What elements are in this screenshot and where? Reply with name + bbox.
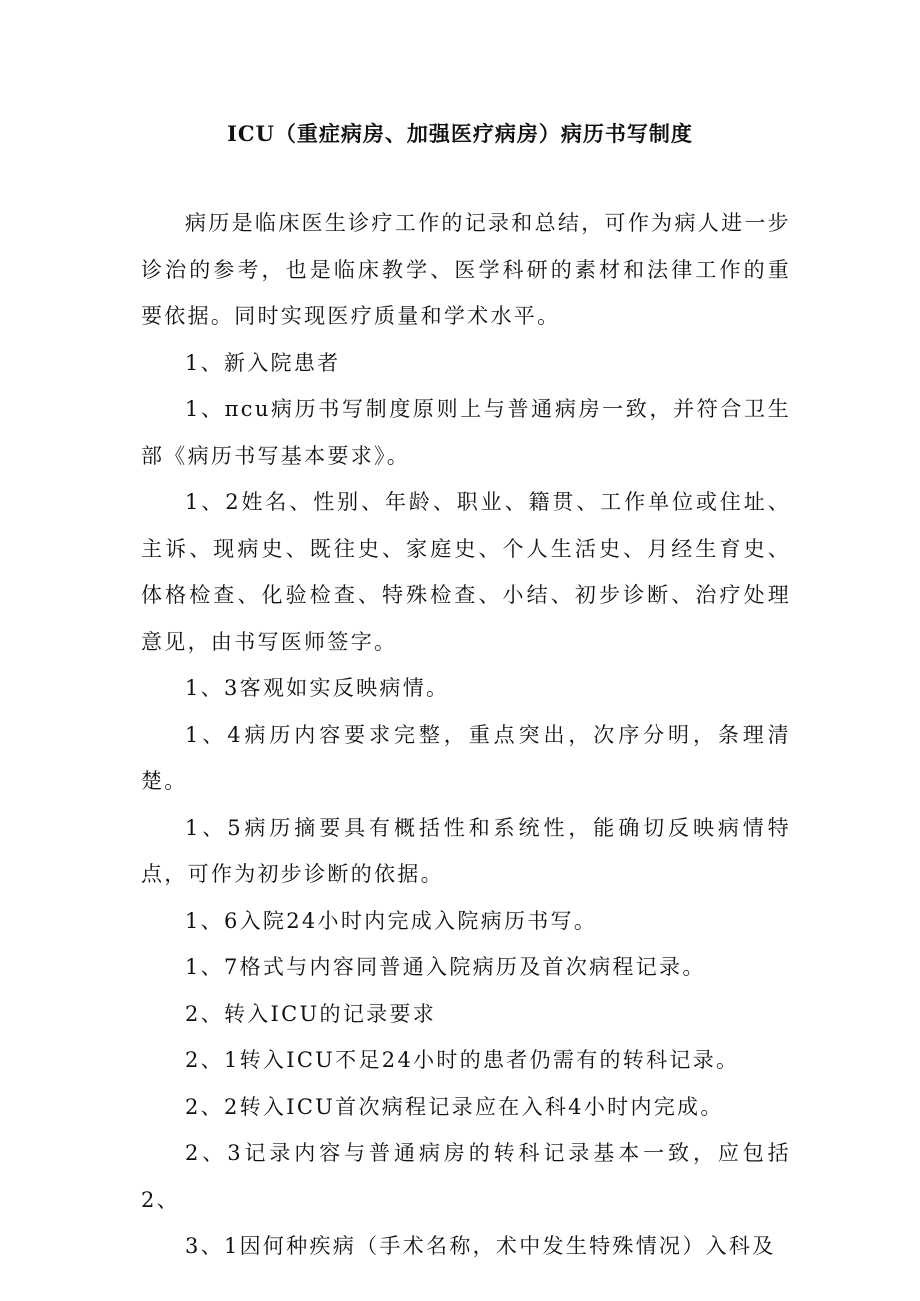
document-title: ICU（重症病房、加强医疗病房）病历书写制度	[227, 121, 693, 146]
paragraph-1-7: 1、7格式与内容同普通入院病历及首次病程记录。	[185, 955, 706, 979]
paragraph-1-3: 1、3客观如实反映病情。	[185, 676, 450, 700]
paragraph-1-2: 1、2姓名、性别、年龄、职业、籍贯、工作单位或住址、主诉、现病史、既往史、家庭史、个人生活史、月经生育史、体格检查、化验检查、特殊检查、小结、初步诊断、治疗处理意见，由书写医师签字。	[141, 490, 791, 654]
paragraph-1-5: 1、5病历摘要具有概括性和系统性，能确切反映病情特点，可作为初步诊断的依据。	[141, 815, 791, 886]
paragraph-2-3: 2、3记录内容与普通病房的转科记录基本一致，应包括2、	[141, 1141, 791, 1212]
paragraph-1-1: 1、πcu病历书写制度原则上与普通病房一致，并符合卫生部《病历书写基本要求》。	[141, 397, 791, 468]
paragraph-1-6: 1、6入院24小时内完成入院病历书写。	[185, 908, 598, 933]
paragraph-1-4: 1、4病历内容要求完整，重点突出，次序分明，条理清楚。	[141, 722, 791, 793]
paragraph-2-1: 2、1转入ICU不足24小时的患者仍需有的转科记录。	[185, 1048, 740, 1072]
document-body	[141, 200, 791, 1270]
section-heading-1: 1、新入院患者	[185, 350, 341, 375]
paragraph-intro: 病历是临床医生诊疗工作的记录和总结，可作为病人进一步诊治的参考，也是临床教学、医学科研的素材和法律工作的重要依据。同时实现医疗质量和学术水平。	[141, 211, 791, 328]
paragraph-2-2: 2、2转入ICU首次病程记录应在入科4小时内完成。	[185, 1094, 724, 1119]
section-heading-2: 2、转入ICU的记录要求	[185, 1001, 437, 1026]
paragraph-3-1: 3、1因何种疾病（手术名称，术中发生特殊情况）入科及	[185, 1234, 776, 1258]
